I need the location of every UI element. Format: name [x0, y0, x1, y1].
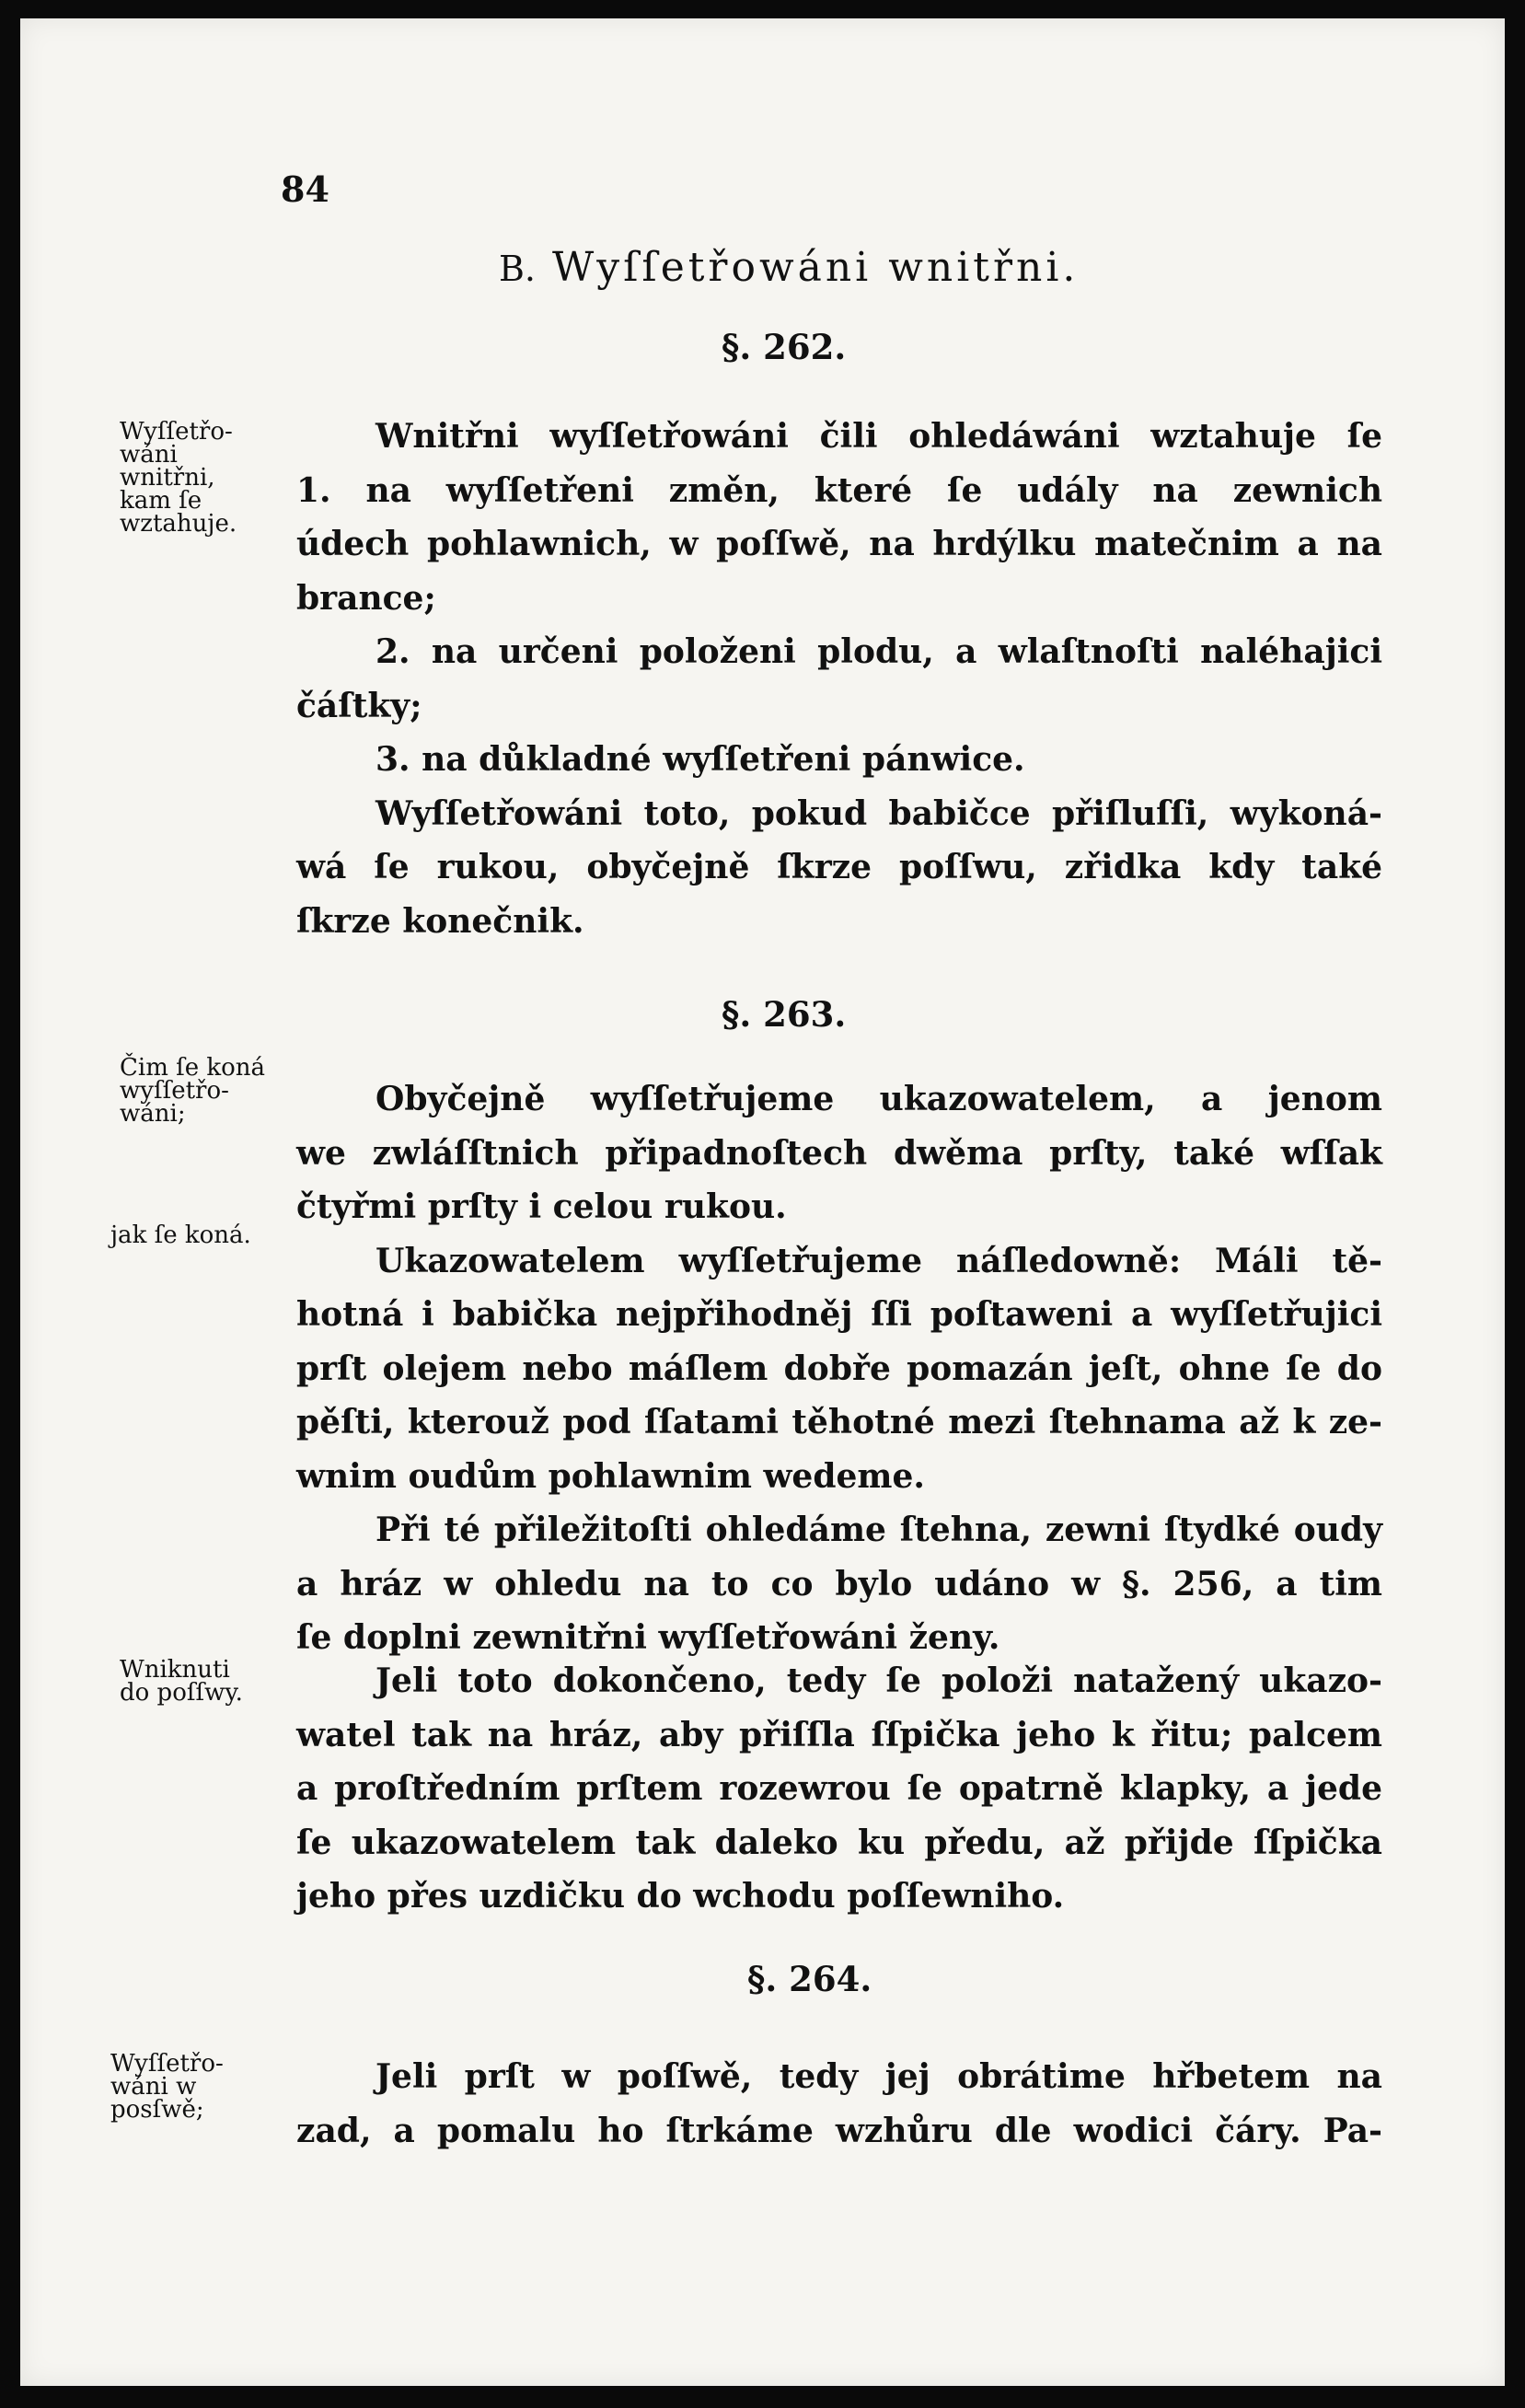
paragraph-heading-263: §. 263. [722, 994, 847, 1035]
text-line: we zwláſſtnich připadnoſtech dwěma prſty, také wſſak [296, 1133, 1382, 1173]
text-line: wnim oudům pohlawnim wedeme. [296, 1456, 925, 1496]
text-line: 3. na důkladné wyſſetřeni pánwice. [375, 740, 1025, 779]
text-line: brance; [296, 578, 436, 618]
section-title [499, 244, 1217, 291]
text-line: čáſtky; [296, 686, 422, 725]
text-line: Ukazowatelem wyſſetřujeme náſledowně: Máli tě- [375, 1241, 1382, 1280]
margin-note-penetration: Wniknuti do poſſwy. [120, 1656, 243, 1707]
paragraph-264-body [296, 2050, 1382, 2158]
page-number: 84 [281, 168, 329, 210]
margin-note-method: Čim ſe koná wyſſetřo- wáni; [120, 1054, 266, 1128]
margin-note-how: jak ſe koná. [110, 1221, 251, 1249]
text-line: Při té přiležitoſti ohledáme ſtehna, zewni ſtydké oudy [375, 1511, 1382, 1549]
text-line: ſkrze konečnik. [296, 901, 584, 941]
paragraph-penetration-body [296, 1654, 1382, 1924]
paragraph-262-body [296, 410, 1382, 948]
text-line: ſe ukazowatelem tak daleko ku předu, až přijde ſſpička [296, 1823, 1382, 1862]
margin-note-vagina: Wyſſetřo- wáni w posſwě; [110, 2050, 224, 2124]
text-line: a hráz w ohledu na to co bylo udáno w §. 256, a tim [296, 1564, 1382, 1603]
text-line: Jeli toto dokončeno, tedy ſe položi natažený ukazo- [375, 1661, 1382, 1700]
text-line: 1. na wyſſetřeni změn, které ſe udály na zewnich [296, 470, 1382, 510]
text-line: 2. na určeni položeni plodu, a wlaſtnoſti naléhajici [375, 632, 1382, 671]
text-line: údech pohlawnich, w poſſwě, na hrdýlku matečnim a na [296, 525, 1382, 563]
text-line: jeho přes uzdičku do wchodu poſſewniho. [296, 1877, 1065, 1916]
section-title-text: Wyſſetřowáni wnitřni. [552, 244, 1080, 291]
section-letter: B. [499, 249, 537, 289]
text-line: Wyſſetřowáni toto, pokud babičce přiſluſſi, wykoná- [375, 793, 1382, 833]
text-line: hotná i babička nejpřihodněj ſſi poſtaweni a wyſſetřujici [296, 1295, 1382, 1334]
text-line: zad, a pomalu ho ſtrkáme wzhůru dle wodici čáry. Pa- [296, 2111, 1382, 2150]
text-line: ſe doplni zewnitřni wyſſetřowáni ženy. [296, 1618, 1000, 1657]
text-line: čtyřmi prſty i celou rukou. [296, 1187, 787, 1226]
paragraph-heading-264: §. 264. [747, 1959, 872, 1999]
book-page [20, 18, 1505, 2386]
text-line: a proſtředním prſtem rozewrou ſe opatrně klapky, a jede [296, 1769, 1382, 1808]
text-line: Obyčejně wyſſetřujeme ukazowatelem, a jenom [375, 1080, 1382, 1118]
text-line: prſt olejem nebo máſlem dobře pomazán jeſt, ohne ſe do [296, 1349, 1382, 1388]
paragraph-263-body [296, 1072, 1382, 1665]
paragraph-heading-262: §. 262. [722, 327, 847, 367]
text-line: Jeli prſt w poſſwě, tedy jej obrátime hřbetem na [375, 2057, 1382, 2096]
text-line: watel tak na hráz, aby přiſſla ſſpička jeho k řitu; palcem [296, 1715, 1382, 1754]
text-line: Wnitřni wyſſetřowáni čili ohledáwáni wztahuje ſe [375, 417, 1382, 456]
text-line: pěſti, kterouž pod ſſatami těhotné mezi ſtehnama až k ze- [296, 1403, 1382, 1441]
text-line: wá ſe rukou, obyčejně ſkrze poſſwu, zřidka kdy také [296, 848, 1382, 886]
margin-note-scope: Wyſſetřo- wáni wnitřni, kam ſe wztahuje. [120, 418, 237, 538]
